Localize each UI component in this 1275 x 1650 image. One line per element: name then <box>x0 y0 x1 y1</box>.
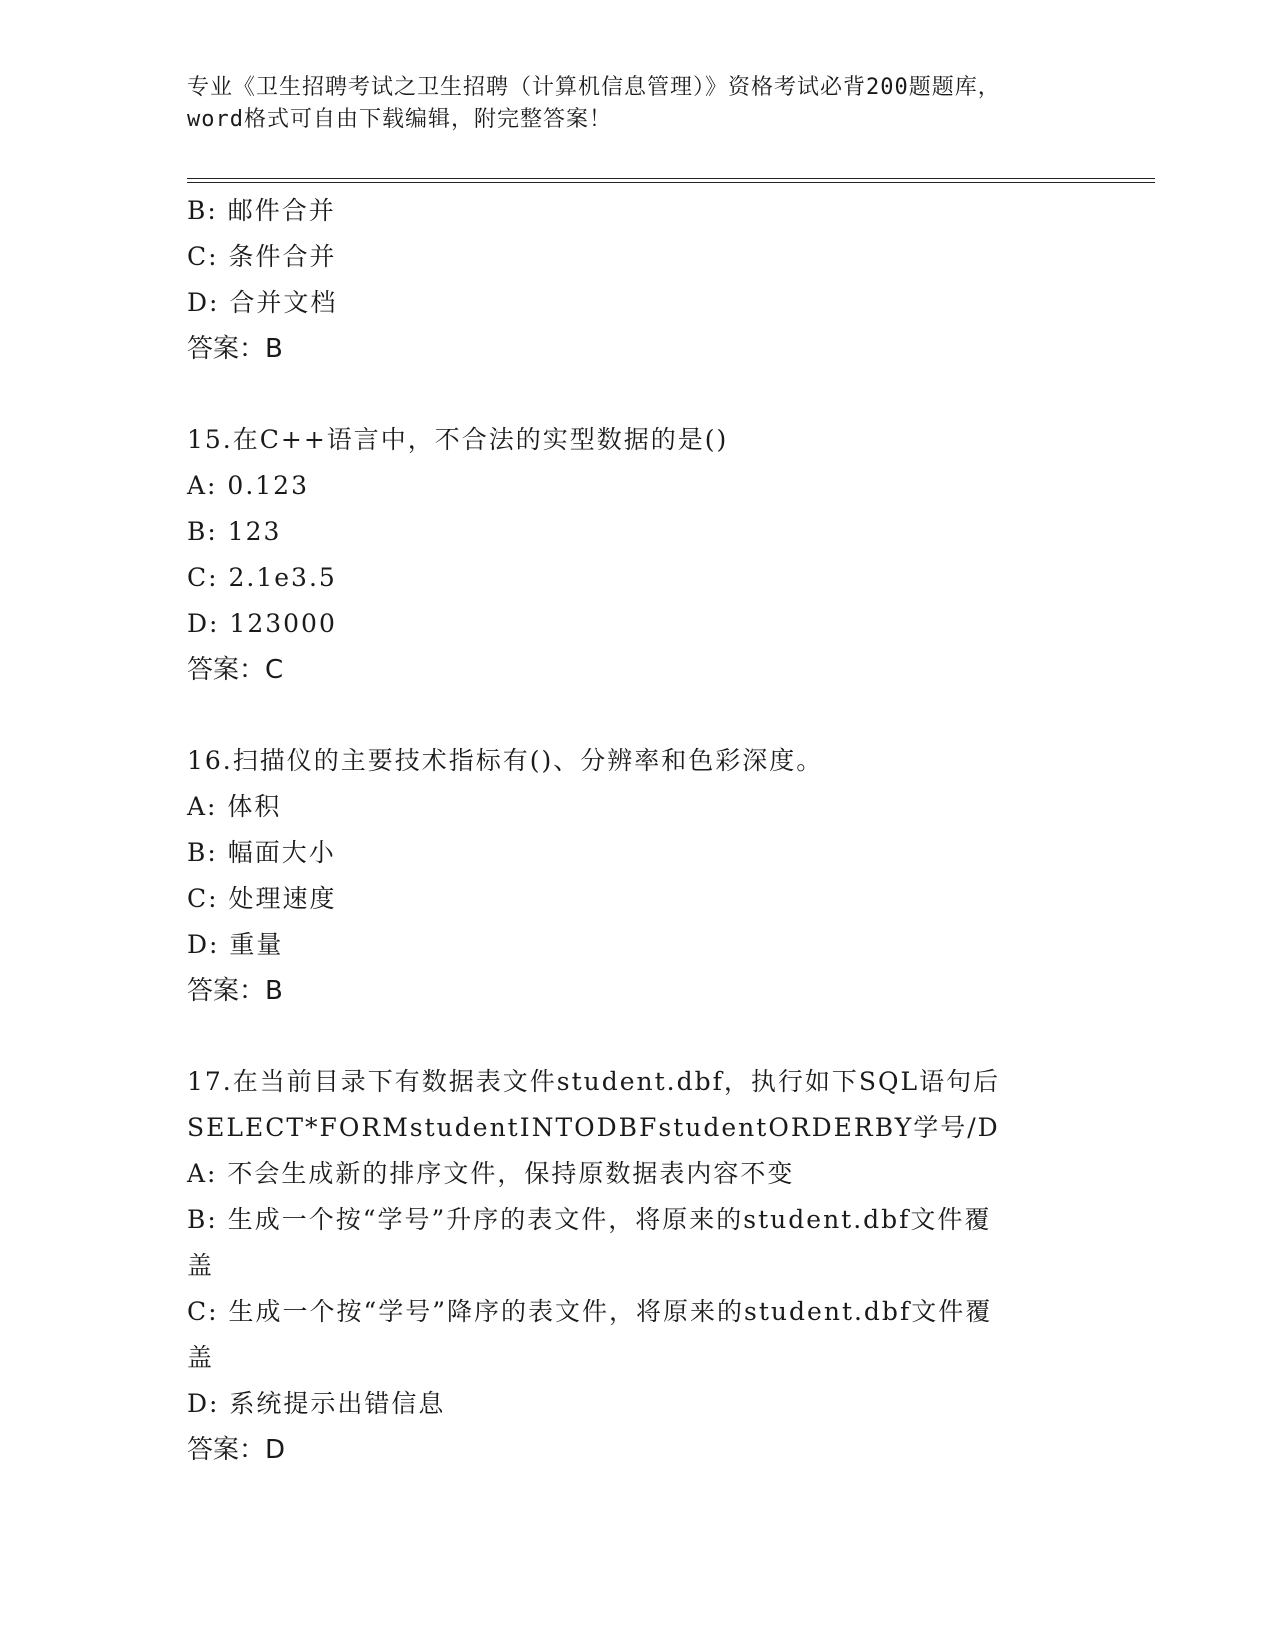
header-title-line-2: word格式可自由下载编辑，附完整答案！ <box>187 107 612 132</box>
header-rule-bottom <box>187 182 1155 183</box>
option-c-line-2: 盖 <box>187 1343 215 1372</box>
answer: 答案：B <box>187 334 283 364</box>
option-a: A: 不会生成新的排序文件，保持原数据表内容不变 <box>187 1159 795 1188</box>
option-a: A: 0.123 <box>187 471 309 500</box>
option-c: C: 处理速度 <box>187 884 337 913</box>
option-d: D: 系统提示出错信息 <box>187 1389 446 1418</box>
option-b-line-1: B: 生成一个按“学号”升序的表文件，将原来的student.dbf文件覆 <box>187 1205 992 1234</box>
option-d: D: 123000 <box>187 609 337 638</box>
header-title-line-1: 专业《卫生招聘考试之卫生招聘（计算机信息管理）》资格考试必背200题题库， <box>187 75 1001 100</box>
question-text-line-2: SELECT*FORMstudentINTODBFstudentORDERBY学号/D <box>187 1113 1000 1142</box>
option-b: B: 123 <box>187 517 282 546</box>
question-text: 16.扫描仪的主要技术指标有()、分辨率和色彩深度。 <box>187 746 824 775</box>
spacer <box>187 1014 1087 1059</box>
question-text-line-1: 17.在当前目录下有数据表文件student.dbf，执行如下SQL语句后 <box>187 1067 1001 1096</box>
option-b: B: 幅面大小 <box>187 838 336 867</box>
spacer <box>187 693 1087 738</box>
header-rule-top <box>187 178 1155 179</box>
page-header <box>187 72 1077 136</box>
option-a: A: 体积 <box>187 792 282 821</box>
option-d: D: 重量 <box>187 930 284 959</box>
spacer <box>187 372 1087 417</box>
question-text: 15.在C++语言中，不合法的实型数据的是() <box>187 425 729 454</box>
option-c: C: 条件合并 <box>187 242 337 271</box>
option-b-line-2: 盖 <box>187 1251 215 1280</box>
question-15 <box>187 417 1087 693</box>
question-14 <box>187 188 1087 372</box>
option-c: C: 2.1e3.5 <box>187 563 337 592</box>
question-16 <box>187 738 1087 1014</box>
option-d: D: 合并文档 <box>187 288 338 317</box>
answer: 答案：D <box>187 1435 286 1465</box>
option-c-line-1: C: 生成一个按“学号”降序的表文件，将原来的student.dbf文件覆 <box>187 1297 993 1326</box>
option-b: B: 邮件合并 <box>187 196 336 225</box>
question-17 <box>187 1059 1087 1473</box>
answer: 答案：B <box>187 976 283 1006</box>
question-list <box>187 188 1087 1473</box>
answer: 答案：C <box>187 655 284 685</box>
